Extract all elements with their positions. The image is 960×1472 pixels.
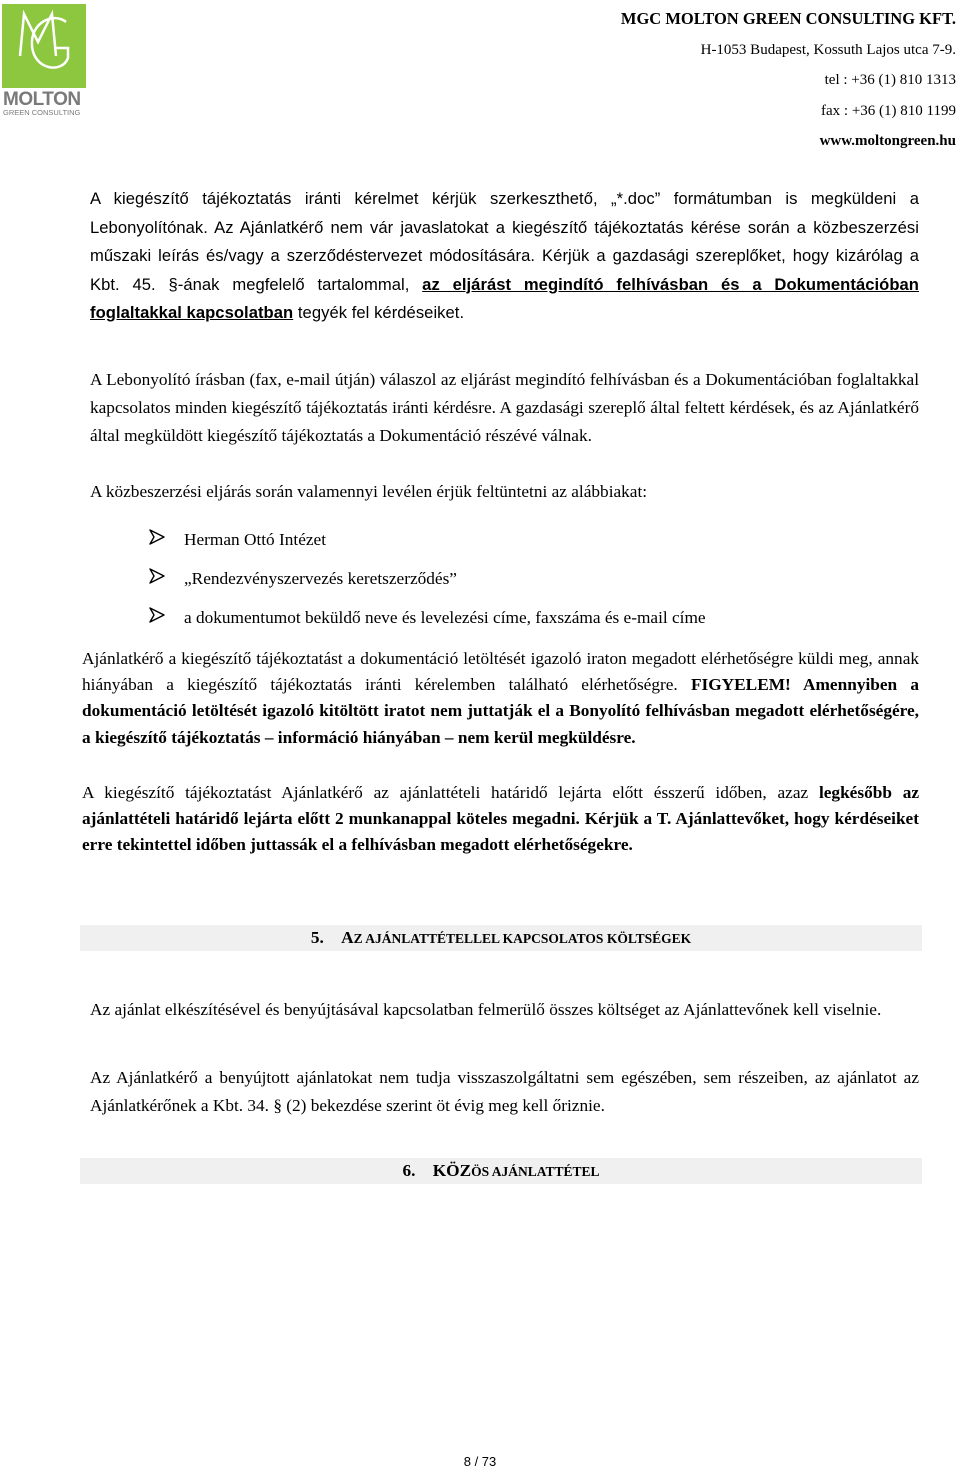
arrow-bullet-icon (148, 567, 166, 585)
paragraph-delivery-notice (82, 646, 919, 751)
list-item (148, 565, 706, 604)
paragraph-retention: Az Ajánlatkérő a benyújtott ajánlatokat nem tudja visszaszolgáltatni sem egészében, sem részeiben, az ajánlatot az Ajánlatkérőnek a Kbt. 34. § (2) bekezdése szerint öt évig meg kell őriznie. (90, 1068, 919, 1115)
section-title-mid: ÖZ (446, 1161, 472, 1180)
company-name: MGC MOLTON GREEN CONSULTING KFT. (620, 9, 956, 28)
paragraph-answers: A Lebonyolító írásban (fax, e-mail útján) válaszol az eljárást megindító felhívásban és a Dokumentációban foglaltakkal kapcsolatos minden kiegészítő tájékoztatás iránti kérdésre. A gazdasági szereplő által feltett kérdések, és az Ajánlatkérő által megküldött kiegészítő tájékoztatás a Dokumentáció részévé válnak. (90, 370, 919, 445)
list-item (148, 526, 706, 565)
list-item-text: a dokumentumot beküldő neve és levelezési címe, faxszáma és e-mail címe (184, 608, 706, 627)
company-fax: fax : +36 (1) 810 1199 (821, 102, 956, 119)
section-heading-6 (80, 1158, 922, 1184)
paragraph-text: tegyék fel kérdéseiket. (293, 303, 465, 322)
section-number: 6. (402, 1161, 416, 1180)
paragraph-text: Ajánlatkérő a kiegészítő tájékoztatást a dokumentáció letöltését igazoló iraton megadott elérhetőségre küldi meg, annak hiányában a kiegészítő tájékoztatás iránti kérelemben található elérhetőségre. (82, 649, 919, 695)
warning-text: FIGYELEM! Amennyiben a dokumentáció letöltését igazoló kitöltött iratot nem juttatják el a Bonyolító felhívásban megadott elérhetőségére, a kiegészítő tájékoztatás – információ hiányában – nem kerül megküldésre. (82, 675, 919, 747)
paragraph-deadline (82, 780, 919, 859)
paragraph-text: A kiegészítő tájékoztatás iránti kérelmet kérjük szerkeszthető, „*.doc” formátumban is megküldeni a Lebonyolítónak. Az Ajánlatkérő nem vár javaslatokat a kiegészítő tájékoztatás kérése során a közbeszerzési műszaki leírás és/vagy a szerződéstervezet módosítására. Kérjük a gazdasági szereplőket, hogy kizárólag a Kbt. 45. §-ának megfelelő tartalommal, (90, 189, 919, 294)
section-heading-5 (80, 925, 922, 951)
section-title (80, 925, 922, 952)
list-item-text: „Rendezvényszervezés keretszerződés” (184, 569, 457, 588)
arrow-bullet-icon (148, 606, 166, 624)
paragraph-letter-requirements: A közbeszerzési eljárás során valamennyi levélen érjük feltüntetni az alábbiakat: (90, 482, 648, 501)
paragraph-request-format (90, 185, 919, 328)
company-website[interactable]: www.moltongreen.hu (819, 133, 956, 149)
list-item-text: Herman Ottó Intézet (184, 530, 327, 549)
logo-tagline: GREEN CONSULTING (3, 108, 81, 117)
company-info (621, 4, 956, 157)
section-title-initial: A (341, 928, 354, 947)
section-title-initial: K (432, 1161, 447, 1180)
section-title (80, 1158, 922, 1185)
company-address: H-1053 Budapest, Kossuth Lajos utca 7-9. (700, 41, 956, 58)
paragraph-text: A kiegészítő tájékoztatást Ajánlatkérő az ajánlattételi határidő lejárta előtt ésszerű időben, azaz (82, 783, 819, 802)
company-tel: tel : +36 (1) 810 1313 (824, 72, 956, 88)
section-title-rest: Z AJÁNLATTÉTELLEL KAPCSOLATOS KÖLTSÉGEK (353, 931, 692, 946)
paragraph-costs: Az ajánlat elkészítésével és benyújtásával kapcsolatban felmerülő összes költséget az Ajánlattevőnek kell viselnie. (90, 1000, 882, 1019)
deadline-emphasis: legkésőbb az ajánlattételi határidő lejárta előtt 2 munkanappal köteles megadni. Kérjük a T. Ajánlattevőket, hogy kérdéseiket erre tekintettel időben juttassák el a felhívásban megadott elérhetőségekre. (82, 783, 919, 855)
page-number: 8 / 73 (463, 1454, 497, 1469)
arrow-bullet-icon (148, 528, 166, 546)
logo-wordmark: MOLTON (3, 89, 81, 110)
company-logo (2, 4, 86, 116)
section-title-rest: ÖS AJÁNLATTÉTEL (471, 1164, 600, 1179)
list-item (148, 604, 706, 643)
requirement-list (148, 526, 706, 643)
section-number: 5. (310, 928, 324, 947)
paragraph-emphasis: az eljárást megindító felhívásban és a Dokumentációban foglaltakkal kapcsolatban (90, 274, 919, 322)
logo-mark (2, 4, 86, 88)
